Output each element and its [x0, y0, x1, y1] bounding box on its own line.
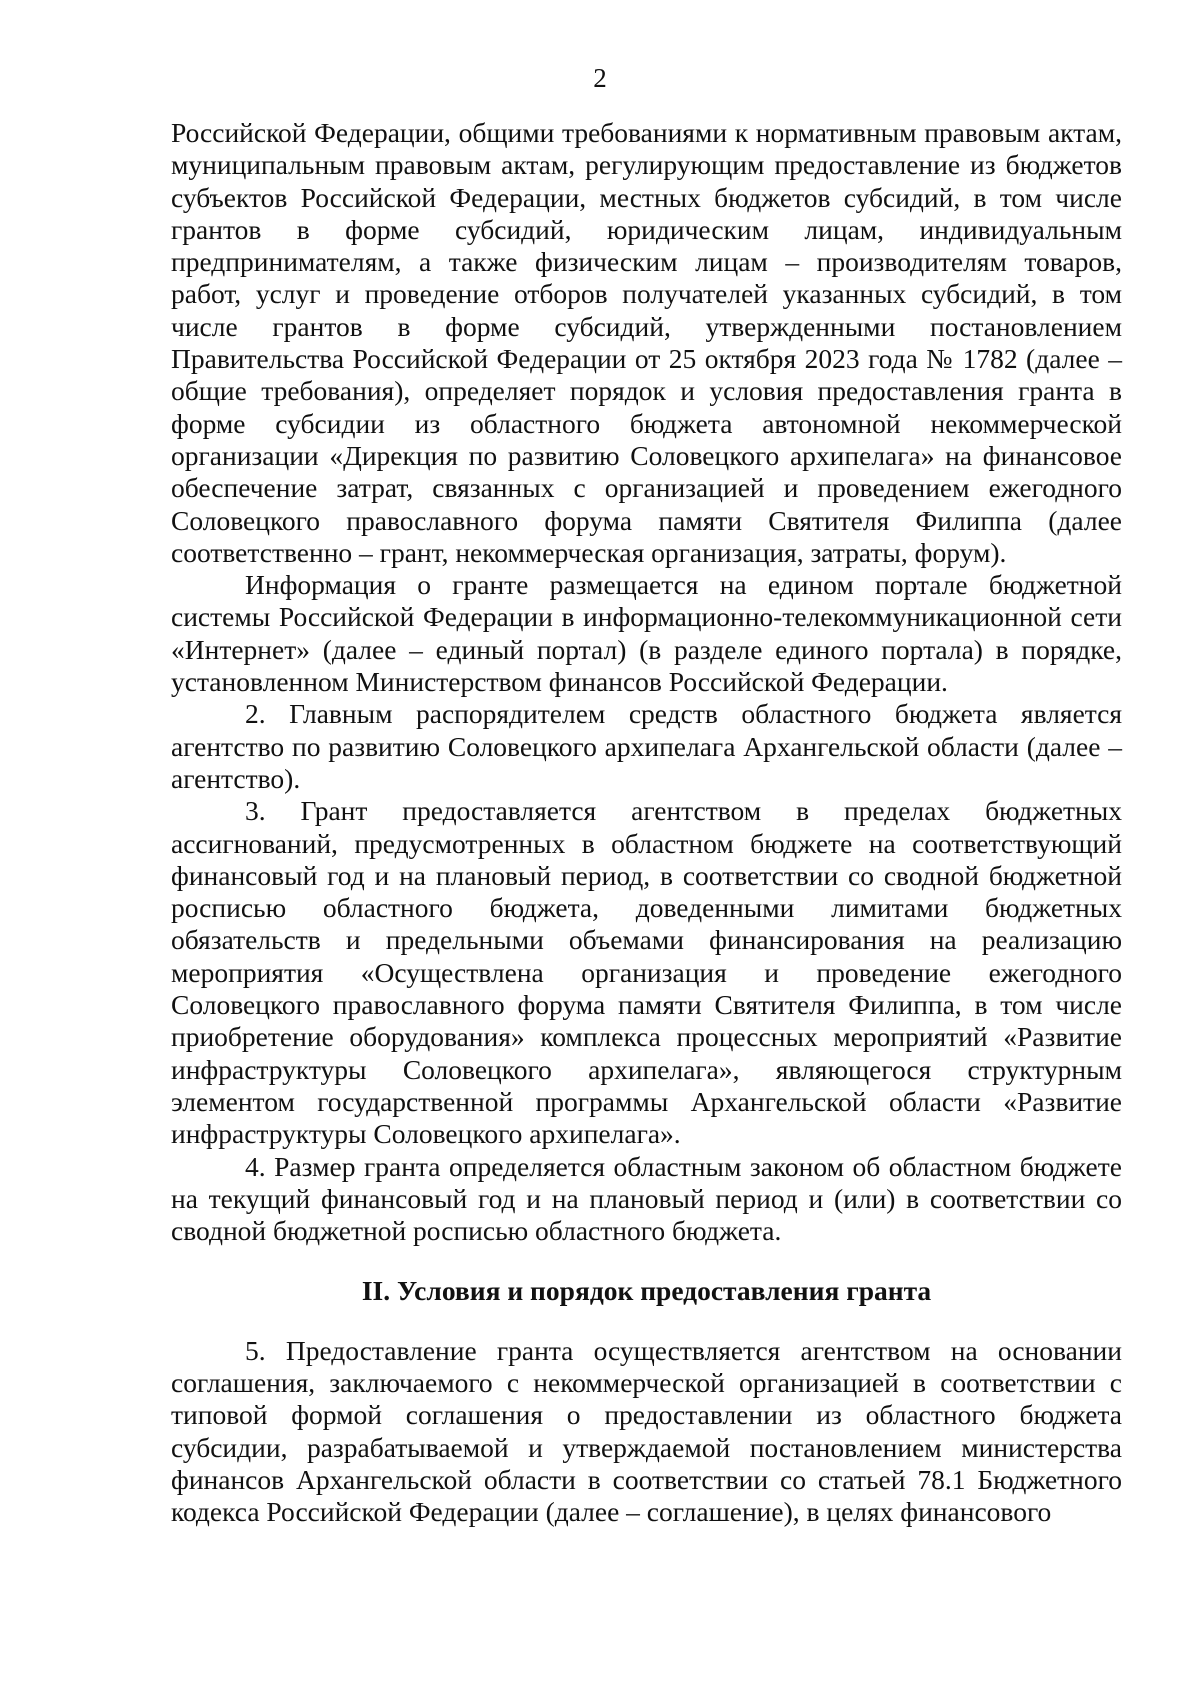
paragraph-item-3: 3. Грант предоставляется агентством в пределах бюджетных ассигнований, предусмотренных в областном бюджете на соответствующий финансовый год и на плановый период, в соответствии со сводной бюджетной росписью областного бюджета, доведенными лимитами бюджетных обязательств и предельными объемами финансирования на реализацию мероприятия «Осуществлена организация и проведение ежегодного Соловецкого православного форума памяти Святителя Филиппа, в том числе приобретение оборудования» комплекса процессных мероприятий «Развитие инфраструктуры Соловецкого архипелага», являющегося структурным элементом государственной программы Архангельской области «Развитие инфраструктуры Соловецкого архипелага».	[171, 795, 1122, 1150]
paragraph-intro-continuation: Российской Федерации, общими требованиями к нормативным правовым актам, муниципальным правовым актам, регулирующим предоставление из бюджетов субъектов Российской Федерации, местных бюджетов субсидий, в том числе грантов в форме субсидий, юридическим лицам, индивидуальным предпринимателям, а также физическим лицам – производителям товаров, работ, услуг и проведение отборов получателей указанных субсидий, в том числе грантов в форме субсидий, утвержденными постановлением Правительства Российской Федерации от 25 октября 2023 года № 1782 (далее – общие требования), определяет порядок и условия предоставления гранта в форме субсидии из областного бюджета автономной некоммерческой организации «Дирекция по развитию Соловецкого архипелага» на финансовое обеспечение затрат, связанных с организацией и проведением ежегодного Соловецкого православного форума памяти Святителя Филиппа (далее соответственно – грант, некоммерческая организация, затраты, форум).	[171, 117, 1122, 568]
document-body	[171, 117, 1122, 1528]
section-heading: II. Условия и порядок предоставления гранта	[361, 1275, 932, 1307]
paragraph-item-5: 5. Предоставление гранта осуществляется агентством на основании соглашения, заключаемого с некоммерческой организацией в соответствии с типовой формой соглашения о предоставлении из областного бюджета субсидии, разрабатываемой и утверждаемой постановлением министерства финансов Архангельской области в соответствии со статьей 78.1 Бюджетного кодекса Российской Федерации (далее – соглашение), в целях финансового	[171, 1334, 1122, 1528]
paragraph-portal-information: Информация о гранте размещается на едином портале бюджетной системы Российской Федерации в информационно-телекоммуникационной сети «Интернет» (далее – единый портал) (в разделе единого портала) в порядке, установленном Министерством финансов Российской Федерации.	[171, 569, 1122, 698]
page-number: 2	[593, 63, 607, 93]
paragraph-item-4: 4. Размер гранта определяется областным законом об областном бюджете на текущий финансовый год и на плановый период и (или) в соответствии со сводной бюджетной росписью областного бюджета.	[171, 1150, 1122, 1247]
paragraph-item-2: 2. Главным распорядителем средств областного бюджета является агентство по развитию Соловецкого архипелага Архангельской области (далее – агентство).	[171, 698, 1122, 794]
